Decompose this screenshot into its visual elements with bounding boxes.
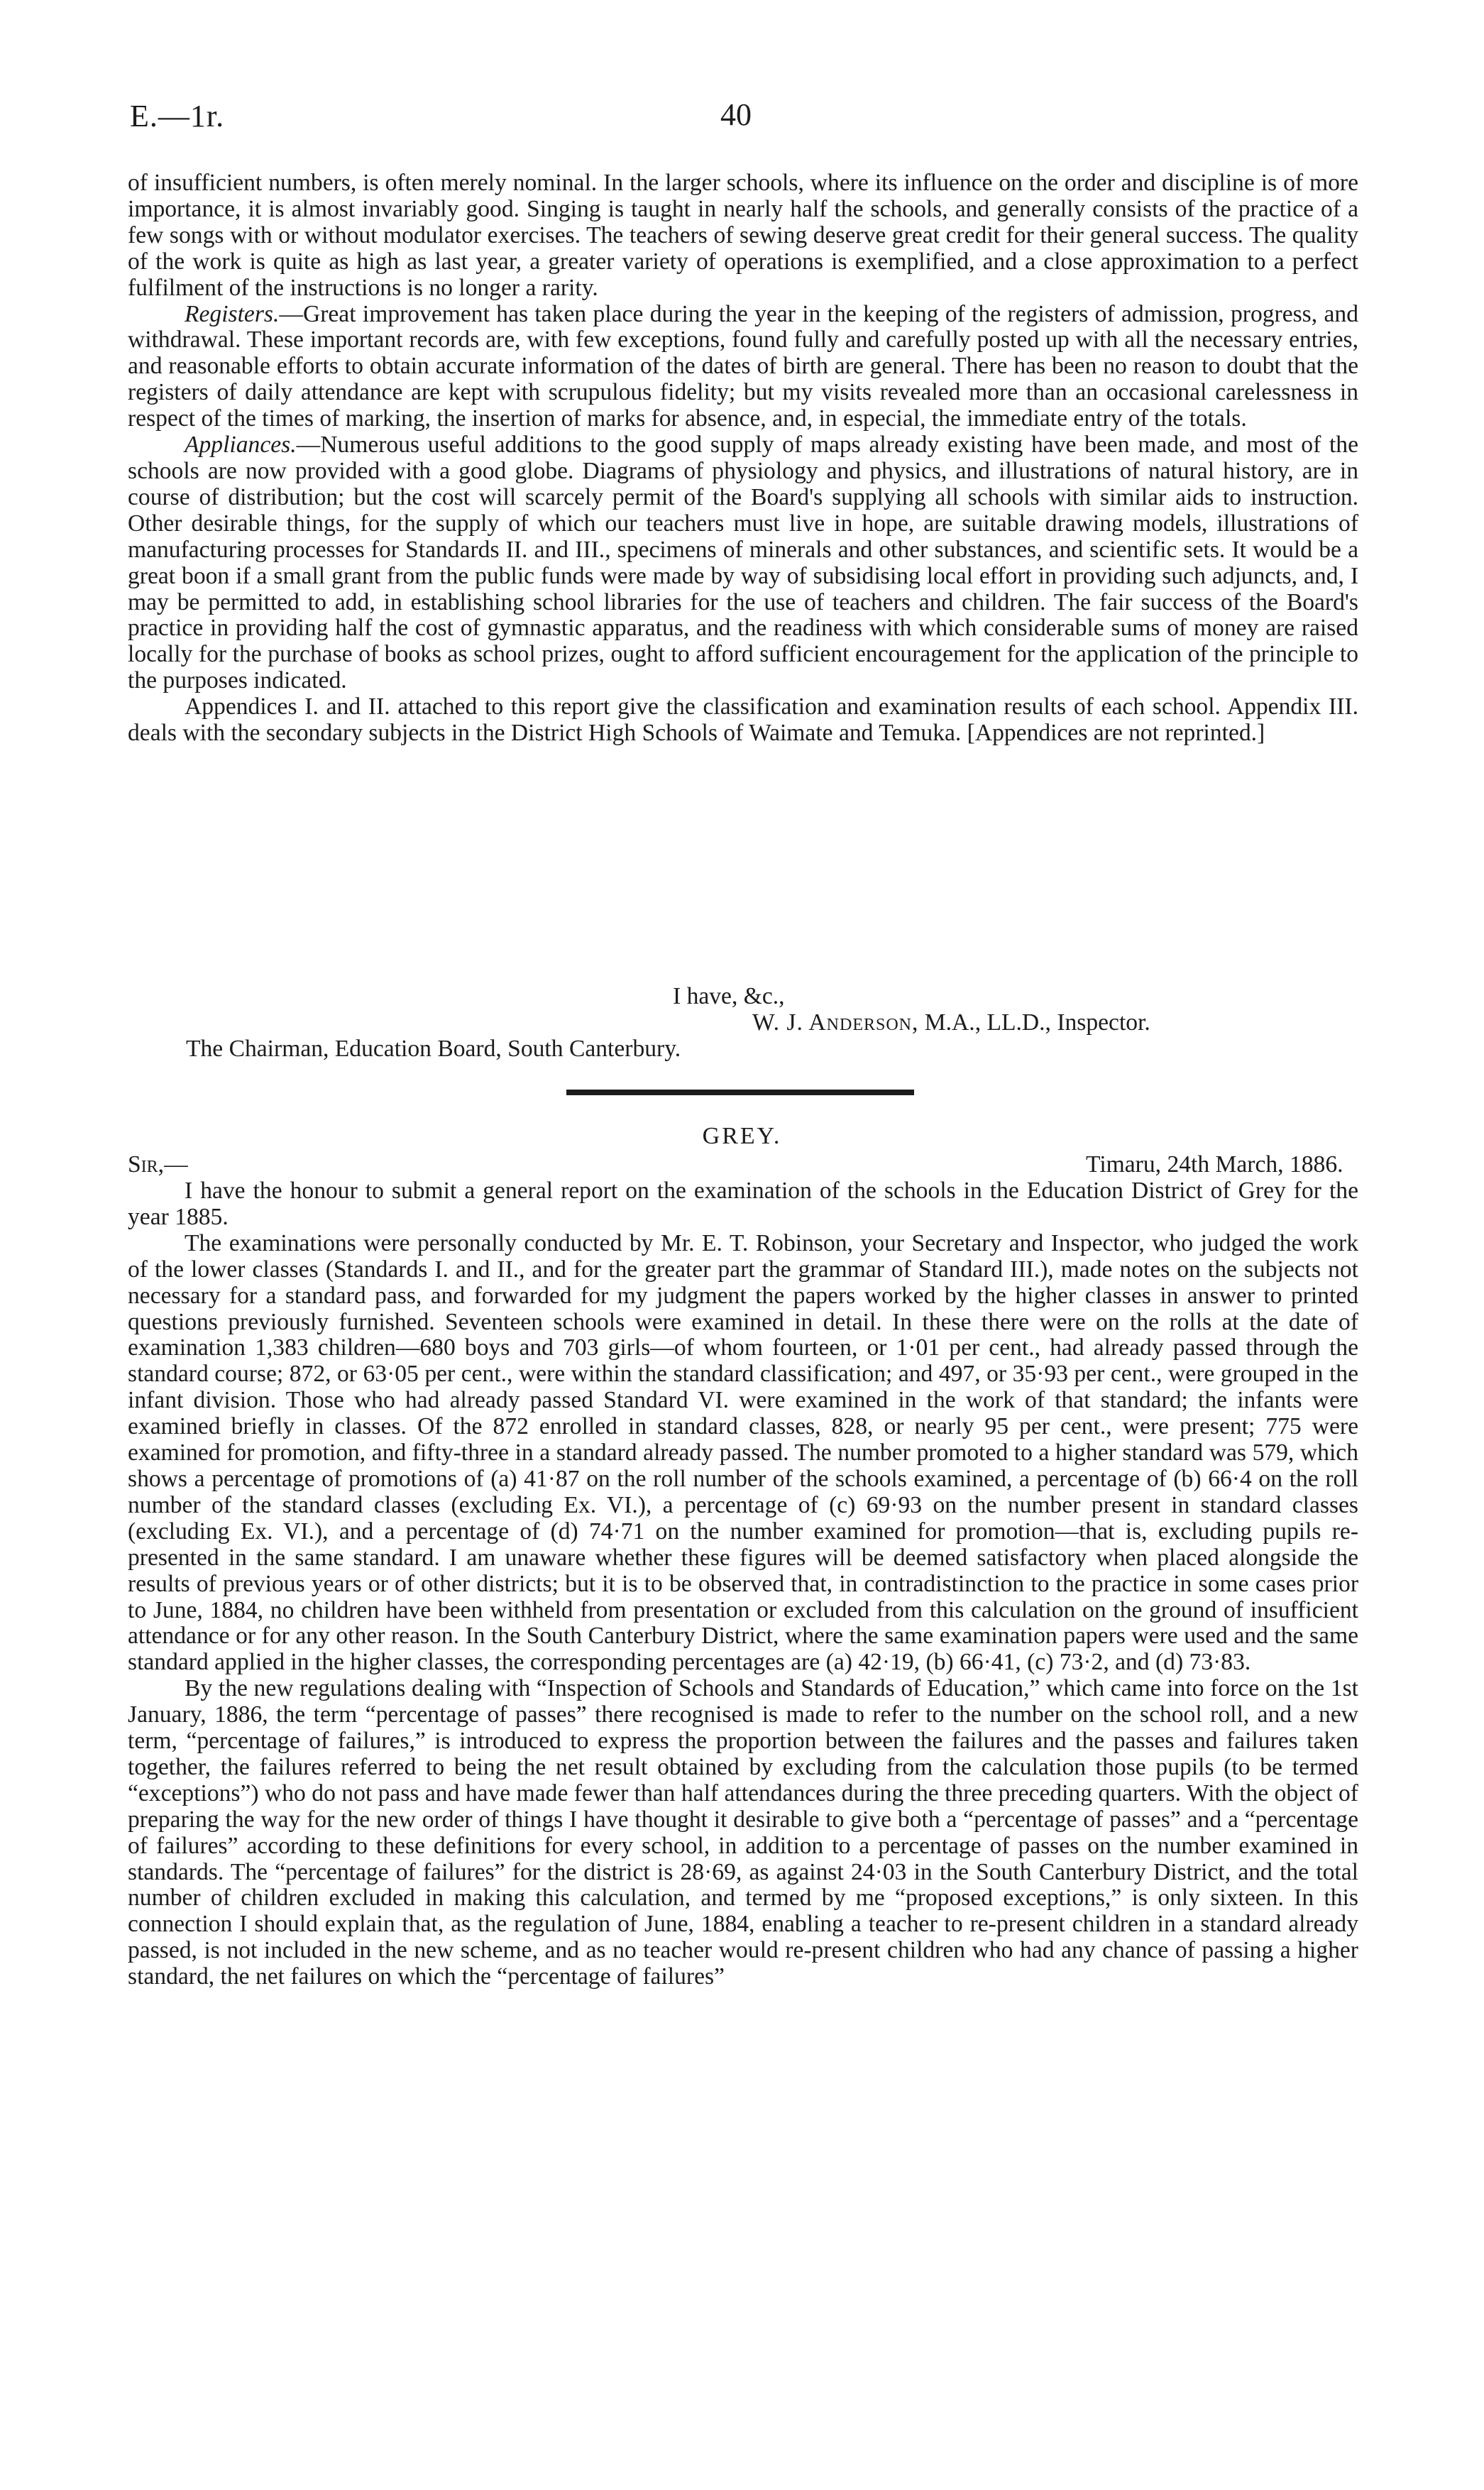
paragraph-discipline-singing: of insufficient numbers, is often merely nominal. In the larger schools, where its influence on the order and discipline is of more importance, it is almost invariably good. Singing is taught in nearly half the schools, and generally consists of the practice of a few songs with or without modulator exercises. The teachers of sewing deserve great credit for their general success. The quality of the work is quite as high as last year, a greater variety of operations is exemplified, and a close approximation to a perfect fulfilment of the instructions is no longer a rarity. <box>128 170 1358 301</box>
closing-phrase: I have, &c., <box>673 983 785 1009</box>
paragraph-registers <box>128 302 1358 433</box>
section-title: GREY. <box>702 1123 782 1149</box>
paragraph-examinations: The examinations were personally conducted by Mr. E. T. Robinson, your Secretary and Inspector, who judged the work of the lower classes (Standards I. and II., and for the greater part the grammar of Standard III.), made notes on the subjects not necessary for a standard pass, and forwarded for my judgment the papers worked by the higher classes in answer to printed questions previously furnished. Seventeen schools were examined in detail. In these there were on the rolls at the date of examination 1,383 children—680 boys and 703 girls—of whom fourteen, or 1·01 per cent., had already passed through the standard course; 872, or 63·05 per cent., were within the standard classification; and 497, or 35·93 per cent., were grouped in the infant division. Those who had already passed Standard VI. were examined in the work of that standard; the infants were examined briefly in classes. Of the 872 enrolled in standard classes, 828, or nearly 95 per cent., were present; 775 were examined for promotion, and fifty-three in a standard already passed. The number promoted to a higher standard was 579, which shows a percentage of promotions of (a) 41·87 on the roll number of the schools examined, a percentage of (b) 66·4 on the roll number of the standard classes (excluding Ex. VI.), a percentage of (c) 69·93 on the number present in standard classes (excluding Ex. VI.), and a percentage of (d) 74·71 on the number examined for promotion—that is, excluding pupils re-presented in the same standard. I am unaware whether these figures will be deemed satisfactory when placed alongside the results of previous years or of other districts; but it is to be observed that, in contradistinction to the practice in some cases prior to June, 1884, no children have been withheld from presentation or excluded from this calculation on the ground of insufficient attendance or for any other reason. In the South Canterbury District, where the same examination papers were used and the same standard applied in the higher classes, the corresponding percentages are (a) 42·19, (b) 66·41, (c) 73·2, and (d) 73·83. <box>128 1229 1358 1676</box>
paragraph-introduction: I have the honour to submit a general report on the examination of the schools in the Education District of Grey for the year 1885. <box>128 1178 1358 1230</box>
signature <box>752 1009 1150 1036</box>
document-reference: E.—1r. <box>130 99 225 133</box>
salutation: Sir,— <box>128 1151 188 1178</box>
paragraph-appliances <box>128 432 1358 694</box>
paragraph-new-regulations: By the new regulations dealing with “Inspection of Schools and Standards of Education,” which came into force on the 1st January, 1886, the term “percentage of passes” there recognised is made to refer to the number on the school roll, and a new term, “percentage of failures,” is introduced to express the proportion between the failures and the passes and failures taken together, the failures referred to being the net result obtained by excluding from the calculation those pupils (to be termed “exceptions”) who do not pass and have made fewer than half attendances during the three preceding quarters. With the object of preparing the way for the new order of things I have thought it desirable to give both a “percentage of passes” and a “percentage of failures” according to these definitions for every school, in addition to a percentage of passes on the number examined in standards. The “percentage of failures” for the district is 28·69, as against 24·03 in the South Canterbury District, and the total number of children excluded in making this calculation, and termed by me “proposed exceptions,” is only sixteen. In this connection I should explain that, as the regulation of June, 1884, enabling a teacher to re-present children in a standard already passed, is not included in the new scheme, and as no teacher would re-present children who had any chance of passing a higher standard, the net failures on which the “percentage of failures” <box>128 1675 1358 1990</box>
dateline: Timaru, 24th March, 1886. <box>1086 1151 1343 1178</box>
signature-title: M.A., LL.D., Inspector. <box>924 1009 1150 1036</box>
section-divider <box>566 1090 914 1095</box>
grey-report-body <box>128 1178 1358 1990</box>
text-appliances: —Numerous useful additions to the good supply of maps already existing have been made, and most of the schools are now provided with a good globe. Diagrams of physiology and physics, and illustrations of natural history, are in course of distribution; but the cost will scarcely permit of the Board's supplying all schools with similar aids to instruction. Other desirable things, for the supply of which our teachers must live in hope, are suitable drawing models, illustrations of manufacturing processes for Standards II. and III., specimens of minerals and other substances, and scientific sets. It would be a great boon if a small grant from the public funds were made by way of subsidising local effort in providing such adjuncts, and, I may be permitted to add, in establishing school libraries for the use of teachers and children. The fair success of the Board's practice in providing half the cost of gymnastic apparatus, and the readiness with which considerable sums of money are raised locally for the purchase of books as school prizes, ought to afford sufficient encouragement for the application of the principle to the purposes indicated. <box>128 432 1358 694</box>
heading-appliances: Appliances. <box>185 432 297 459</box>
signature-name: W. J. Anderson, <box>752 1009 919 1036</box>
paragraph-appendices: Appendices I. and II. attached to this report give the classification and examination results of each school. Appendix III. deals with the secondary subjects in the District High Schools of Waimate and Temuka. [Appendices are not reprinted.] <box>128 693 1358 747</box>
report-continuation <box>128 170 1358 747</box>
text-registers: —Great improvement has taken place during the year in the keeping of the registers of admission, progress, and withdrawal. These important records are, with few exceptions, found fully and carefully posted up with all the necessary entries, and reasonable efforts to obtain accurate information of the dates of birth are general. There has been no reason to doubt that the registers of daily attendance are kept with scrupulous fidelity; but my visits revealed more than an occasional carelessness in respect of the times of marking, the insertion of marks for absence, and, in especial, the immediate entry of the totals. <box>128 300 1358 432</box>
page-number: 40 <box>720 97 752 132</box>
heading-registers: Registers. <box>185 300 280 327</box>
addressee: The Chairman, Education Board, South Canterbury. <box>186 1036 681 1062</box>
